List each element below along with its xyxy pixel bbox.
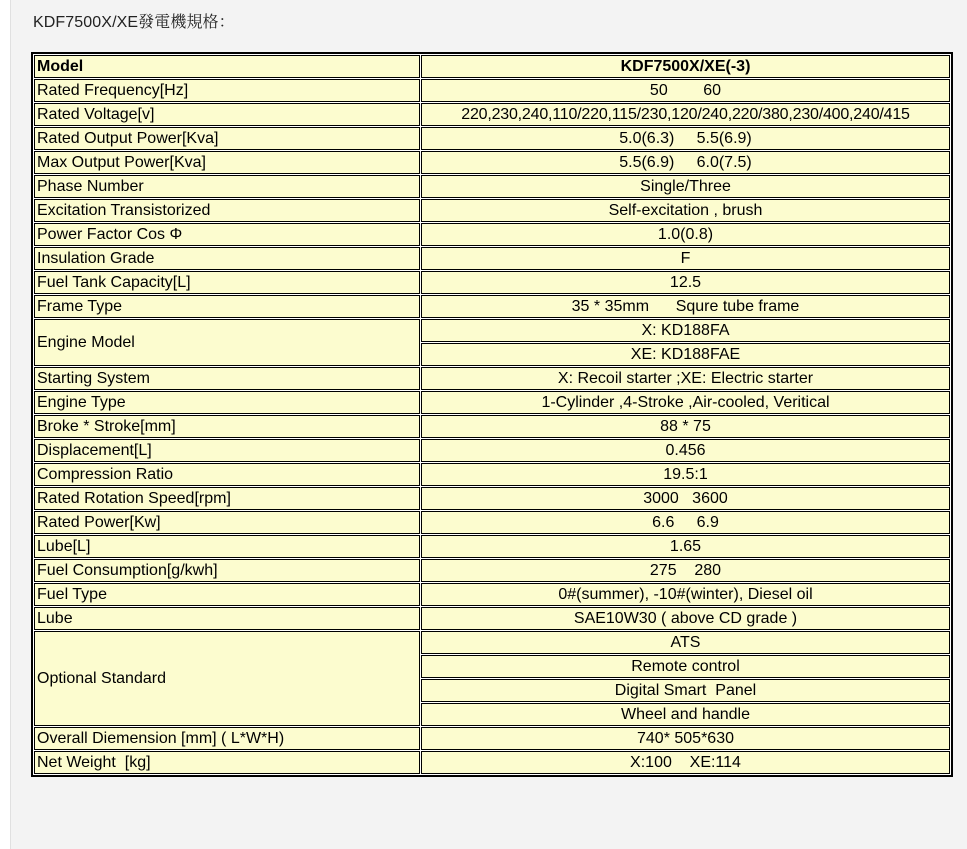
table-row-excitation	[34, 199, 950, 222]
row-label: Excitation Transistorized	[34, 199, 420, 222]
table-row-engine-type	[34, 391, 950, 414]
row-label: Rated Power[Kw]	[34, 511, 420, 534]
row-label: Phase Number	[34, 175, 420, 198]
row-value: 275 280	[421, 559, 950, 582]
table-row-fuel-consumption	[34, 559, 950, 582]
row-label: Max Output Power[Kva]	[34, 151, 420, 174]
row-label: Insulation Grade	[34, 247, 420, 270]
row-label: Power Factor Cos Φ	[34, 223, 420, 246]
table-row-insulation	[34, 247, 950, 270]
table-row-power-factor	[34, 223, 950, 246]
table-row-frame	[34, 295, 950, 318]
row-value: Digital Smart Panel	[421, 679, 950, 702]
table-row-fuel-type	[34, 583, 950, 606]
row-label: Model	[34, 55, 420, 78]
table-row-dimension	[34, 727, 950, 750]
table-row-lube-volume	[34, 535, 950, 558]
row-label: Compression Ratio	[34, 463, 420, 486]
row-value: 19.5:1	[421, 463, 950, 486]
row-label: Overall Diemension [mm] ( L*W*H)	[34, 727, 420, 750]
row-value: 1-Cylinder ,4-Stroke ,Air-cooled, Veritical	[421, 391, 950, 414]
row-value: 1.65	[421, 535, 950, 558]
table-row-rated-output	[34, 127, 950, 150]
row-value: 6.6 6.9	[421, 511, 950, 534]
row-value: X: Recoil starter ;XE: Electric starter	[421, 367, 950, 390]
row-value: Remote control	[421, 655, 950, 678]
row-value: Self-excitation , brush	[421, 199, 950, 222]
row-value: SAE10W30 ( above CD grade )	[421, 607, 950, 630]
row-value: 0#(summer), -10#(winter), Diesel oil	[421, 583, 950, 606]
table-row-fuel-tank	[34, 271, 950, 294]
table-row-voltage	[34, 103, 950, 126]
table-row-rotation	[34, 487, 950, 510]
row-label: Fuel Type	[34, 583, 420, 606]
row-value: X: KD188FA	[421, 319, 950, 342]
row-value: 5.0(6.3) 5.5(6.9)	[421, 127, 950, 150]
table-row-compression	[34, 463, 950, 486]
row-value: 3000 3600	[421, 487, 950, 510]
row-label: Engine Type	[34, 391, 420, 414]
page-title: KDF7500X/XE發電機規格：	[33, 14, 235, 31]
row-value: Single/Three	[421, 175, 950, 198]
row-value: KDF7500X/XE(-3)	[421, 55, 950, 78]
row-value: 35 * 35mm Squre tube frame	[421, 295, 950, 318]
table-row-optional	[34, 631, 950, 654]
row-label: Broke * Stroke[mm]	[34, 415, 420, 438]
row-label: Starting System	[34, 367, 420, 390]
row-label: Net Weight [kg]	[34, 751, 420, 774]
table-row-rated-power	[34, 511, 950, 534]
row-label: Lube	[34, 607, 420, 630]
row-label: Frame Type	[34, 295, 420, 318]
table-row-displacement	[34, 439, 950, 462]
row-value: 12.5	[421, 271, 950, 294]
table-row-max-output	[34, 151, 950, 174]
table-row-engine-model	[34, 319, 950, 342]
table-row-starting	[34, 367, 950, 390]
row-label: Rated Voltage[v]	[34, 103, 420, 126]
row-label: Optional Standard	[34, 631, 420, 726]
row-value: X:100 XE:114	[421, 751, 950, 774]
row-value: 50 60	[421, 79, 950, 102]
table-row-bore-stroke	[34, 415, 950, 438]
row-value: XE: KD188FAE	[421, 343, 950, 366]
row-value: 88 * 75	[421, 415, 950, 438]
spec-table	[31, 52, 953, 777]
row-label: Lube[L]	[34, 535, 420, 558]
row-value: 0.456	[421, 439, 950, 462]
table-row-phase	[34, 175, 950, 198]
row-label: Engine Model	[34, 319, 420, 366]
row-label: Rated Output Power[Kva]	[34, 127, 420, 150]
row-value: ATS	[421, 631, 950, 654]
table-row-weight	[34, 751, 950, 774]
row-label: Rated Rotation Speed[rpm]	[34, 487, 420, 510]
row-label: Rated Frequency[Hz]	[34, 79, 420, 102]
table-row-lube	[34, 607, 950, 630]
row-value: F	[421, 247, 950, 270]
row-value: 5.5(6.9) 6.0(7.5)	[421, 151, 950, 174]
row-value: 220,230,240,110/220,115/230,120/240,220/380,230/400,240/415	[421, 103, 950, 126]
row-label: Fuel Consumption[g/kwh]	[34, 559, 420, 582]
row-value: 740* 505*630	[421, 727, 950, 750]
row-value: Wheel and handle	[421, 703, 950, 726]
row-label: Displacement[L]	[34, 439, 420, 462]
row-value: 1.0(0.8)	[421, 223, 950, 246]
table-row-frequency	[34, 79, 950, 102]
table-row-model	[34, 55, 950, 78]
row-label: Fuel Tank Capacity[L]	[34, 271, 420, 294]
